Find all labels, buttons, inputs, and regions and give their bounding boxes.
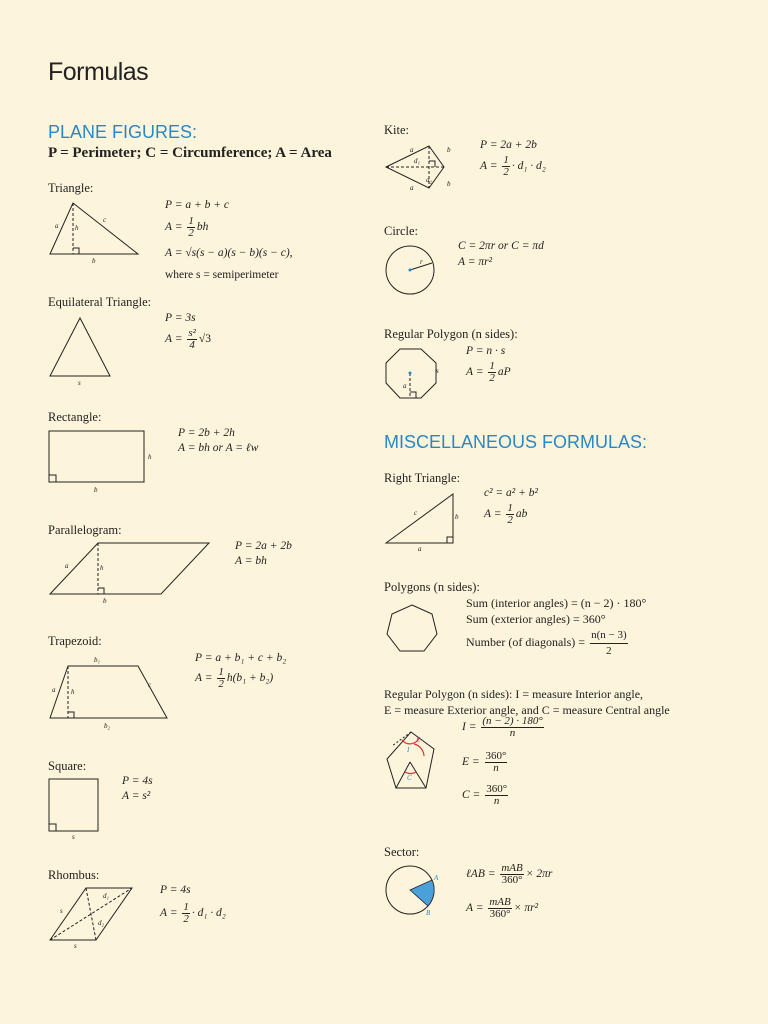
right-triangle-label: Right Triangle: <box>384 471 461 485</box>
circle-radius-r: r <box>420 258 423 266</box>
equilateral-diagram <box>48 315 118 385</box>
sector-point-A: A <box>434 874 439 882</box>
regular-polygon-label: Regular Polygon (n sides): <box>384 327 518 341</box>
triangle-side-c: c <box>103 216 107 224</box>
trapezoid-diagram <box>48 652 173 732</box>
rectangle-label: Rectangle: <box>48 410 102 424</box>
regular-polygon-area: A = $\frac{1}{2}$ aP <box>466 360 511 384</box>
trapezoid-base-b2: b₂ <box>104 722 110 730</box>
exterior-angle-formula: E = $\frac{360^\circ}{n}$ <box>462 750 507 774</box>
circle-area: A = πr² <box>458 256 493 268</box>
rhombus-diagram <box>48 885 143 950</box>
sector-label: Sector: <box>384 845 420 859</box>
polygons-label: Polygons (n sides): <box>384 580 480 594</box>
equilateral-label: Equilateral Triangle: <box>48 295 152 309</box>
sector-area-formula: A = mAB 360° × πr² <box>466 896 539 920</box>
equilateral-side-s: s <box>78 379 81 387</box>
sector-diagram <box>384 864 444 924</box>
trapezoid-perimeter: P = a + b₁ + c + b₂ <box>195 652 287 664</box>
kite-side-b-bottom: b <box>447 180 451 188</box>
angle-label-I: I <box>407 746 410 754</box>
right-triangle-leg-b: b <box>455 513 459 521</box>
pentagon-angles-diagram <box>384 726 454 794</box>
equilateral-area: A = $\frac{\text{s²}}{4}$ √3 <box>165 327 211 351</box>
kite-diag-d1: d₁ <box>414 157 420 165</box>
circle-circumference: C = 2πr or C = πd <box>458 240 544 252</box>
regular-polygon-angles-label-2: E = measure Exterior angle, and C = measure Central angle <box>384 703 670 717</box>
square-label: Square: <box>48 759 87 773</box>
parallelogram-side-a: a <box>65 562 69 570</box>
square-perimeter: P = 4s <box>122 775 153 787</box>
trapezoid-label: Trapezoid: <box>48 634 102 648</box>
heptagon-diagram <box>384 603 440 655</box>
central-angle-formula: C = $\frac{360^\circ}{n}$ <box>462 783 508 807</box>
parallelogram-diagram <box>48 540 213 606</box>
triangle-height-h: h <box>75 224 79 232</box>
trapezoid-side-c: c <box>148 681 152 689</box>
rhombus-diag-d1: d₁ <box>103 892 109 900</box>
rhombus-side-s-bottom: s <box>74 942 77 950</box>
kite-diag-d2: d₂ <box>426 176 432 184</box>
parallelogram-area: A = bh <box>235 555 267 567</box>
parallelogram-perimeter: P = 2a + 2b <box>235 540 292 552</box>
kite-label: Kite: <box>384 123 409 137</box>
rhombus-perimeter: P = 4s <box>160 884 191 896</box>
number-of-diagonals: Number (of diagonals) = $\frac{n(n - 3)}{2}$ <box>466 629 627 657</box>
rectangle-base-b: b <box>94 486 98 494</box>
parallelogram-height-h: h <box>100 564 104 572</box>
octagon-diagram <box>384 346 449 402</box>
kite-side-a-bottom: a <box>410 184 414 192</box>
kite-side-b-top: b <box>447 146 451 154</box>
sum-exterior-angles: Sum (exterior angles) = 360° <box>466 612 606 626</box>
regular-polygon-angles-label-1: Regular Polygon (n sides): I = measure Interior angle, <box>384 687 644 701</box>
triangle-diagram <box>48 198 148 266</box>
square-diagram <box>48 778 108 840</box>
triangle-base-b: b <box>92 257 96 265</box>
rhombus-diag-d2: d₂ <box>98 919 104 927</box>
angle-label-E: E <box>416 736 421 744</box>
kite-area: A = $\frac{1}{2}$ · d₁ · d₂ <box>480 154 546 178</box>
rhombus-side-s-left: s <box>60 907 63 915</box>
right-triangle-area: A = $\frac{1}{2}$ ab <box>484 502 528 526</box>
parallelogram-label: Parallelogram: <box>48 523 122 537</box>
trapezoid-base-b1: b₁ <box>94 656 100 664</box>
rhombus-label: Rhombus: <box>48 868 100 882</box>
square-side-s: s <box>72 833 75 841</box>
right-triangle-leg-a: a <box>418 545 422 553</box>
plane-figures-heading: PLANE FIGURES: <box>48 122 198 142</box>
square-area: A = s² <box>122 790 151 802</box>
octagon-side-s: s <box>436 367 439 375</box>
rectangle-diagram <box>48 430 158 495</box>
triangle-label: Triangle: <box>48 181 94 195</box>
octagon-apothem-a: a <box>403 382 407 390</box>
right-triangle-diagram <box>384 490 464 552</box>
parallelogram-base-b: b <box>103 597 107 605</box>
triangle-perimeter: P = a + b + c <box>165 199 229 211</box>
kite-side-a-top: a <box>410 146 414 154</box>
misc-formulas-heading: MISCELLANEOUS FORMULAS: <box>384 432 648 452</box>
triangle-area: A = $\frac{1}{2}$ bh <box>165 215 209 239</box>
angle-label-C: C <box>407 774 412 782</box>
interior-angle-formula: I = $\frac{(n - 2) \cdot 180^\circ}{n}$ <box>462 715 543 739</box>
sum-interior-angles: Sum (interior angles) = (n − 2) · 180° <box>466 596 647 610</box>
triangle-where: where s = semiperimeter <box>165 269 279 281</box>
rectangle-perimeter: P = 2b + 2h <box>178 427 235 439</box>
triangle-heron: A = √s(s − a)(s − b)(s − c), <box>165 247 293 259</box>
circle-diagram <box>384 243 440 299</box>
equilateral-perimeter: P = 3s <box>165 312 196 324</box>
trapezoid-height-h: h <box>71 688 75 696</box>
rhombus-area: A = $\frac{1}{2}$ · d₁ · d₂ <box>160 901 226 925</box>
rectangle-height-h: h <box>148 453 152 461</box>
right-triangle-hyp-c: c <box>414 509 418 517</box>
sector-point-B: B <box>426 909 431 917</box>
trapezoid-area: A = $\frac{1}{2}$ h(b₁ + b₂) <box>195 666 274 690</box>
rectangle-area: A = bh or A = ℓw <box>178 442 259 454</box>
kite-diagram <box>384 142 464 192</box>
pythagorean-formula: c² = a² + b² <box>484 487 538 499</box>
arc-length-formula: ℓAB = mAB 360° × 2πr <box>466 862 553 886</box>
kite-perimeter: P = 2a + 2b <box>480 139 537 151</box>
page-title: Formulas <box>48 58 149 86</box>
regular-polygon-perimeter: P = n · s <box>466 345 506 357</box>
circle-label: Circle: <box>384 224 419 238</box>
plane-figures-legend: P = Perimeter; C = Circumference; A = Area <box>48 145 332 161</box>
trapezoid-side-a: a <box>52 686 56 694</box>
triangle-side-a: a <box>55 222 59 230</box>
